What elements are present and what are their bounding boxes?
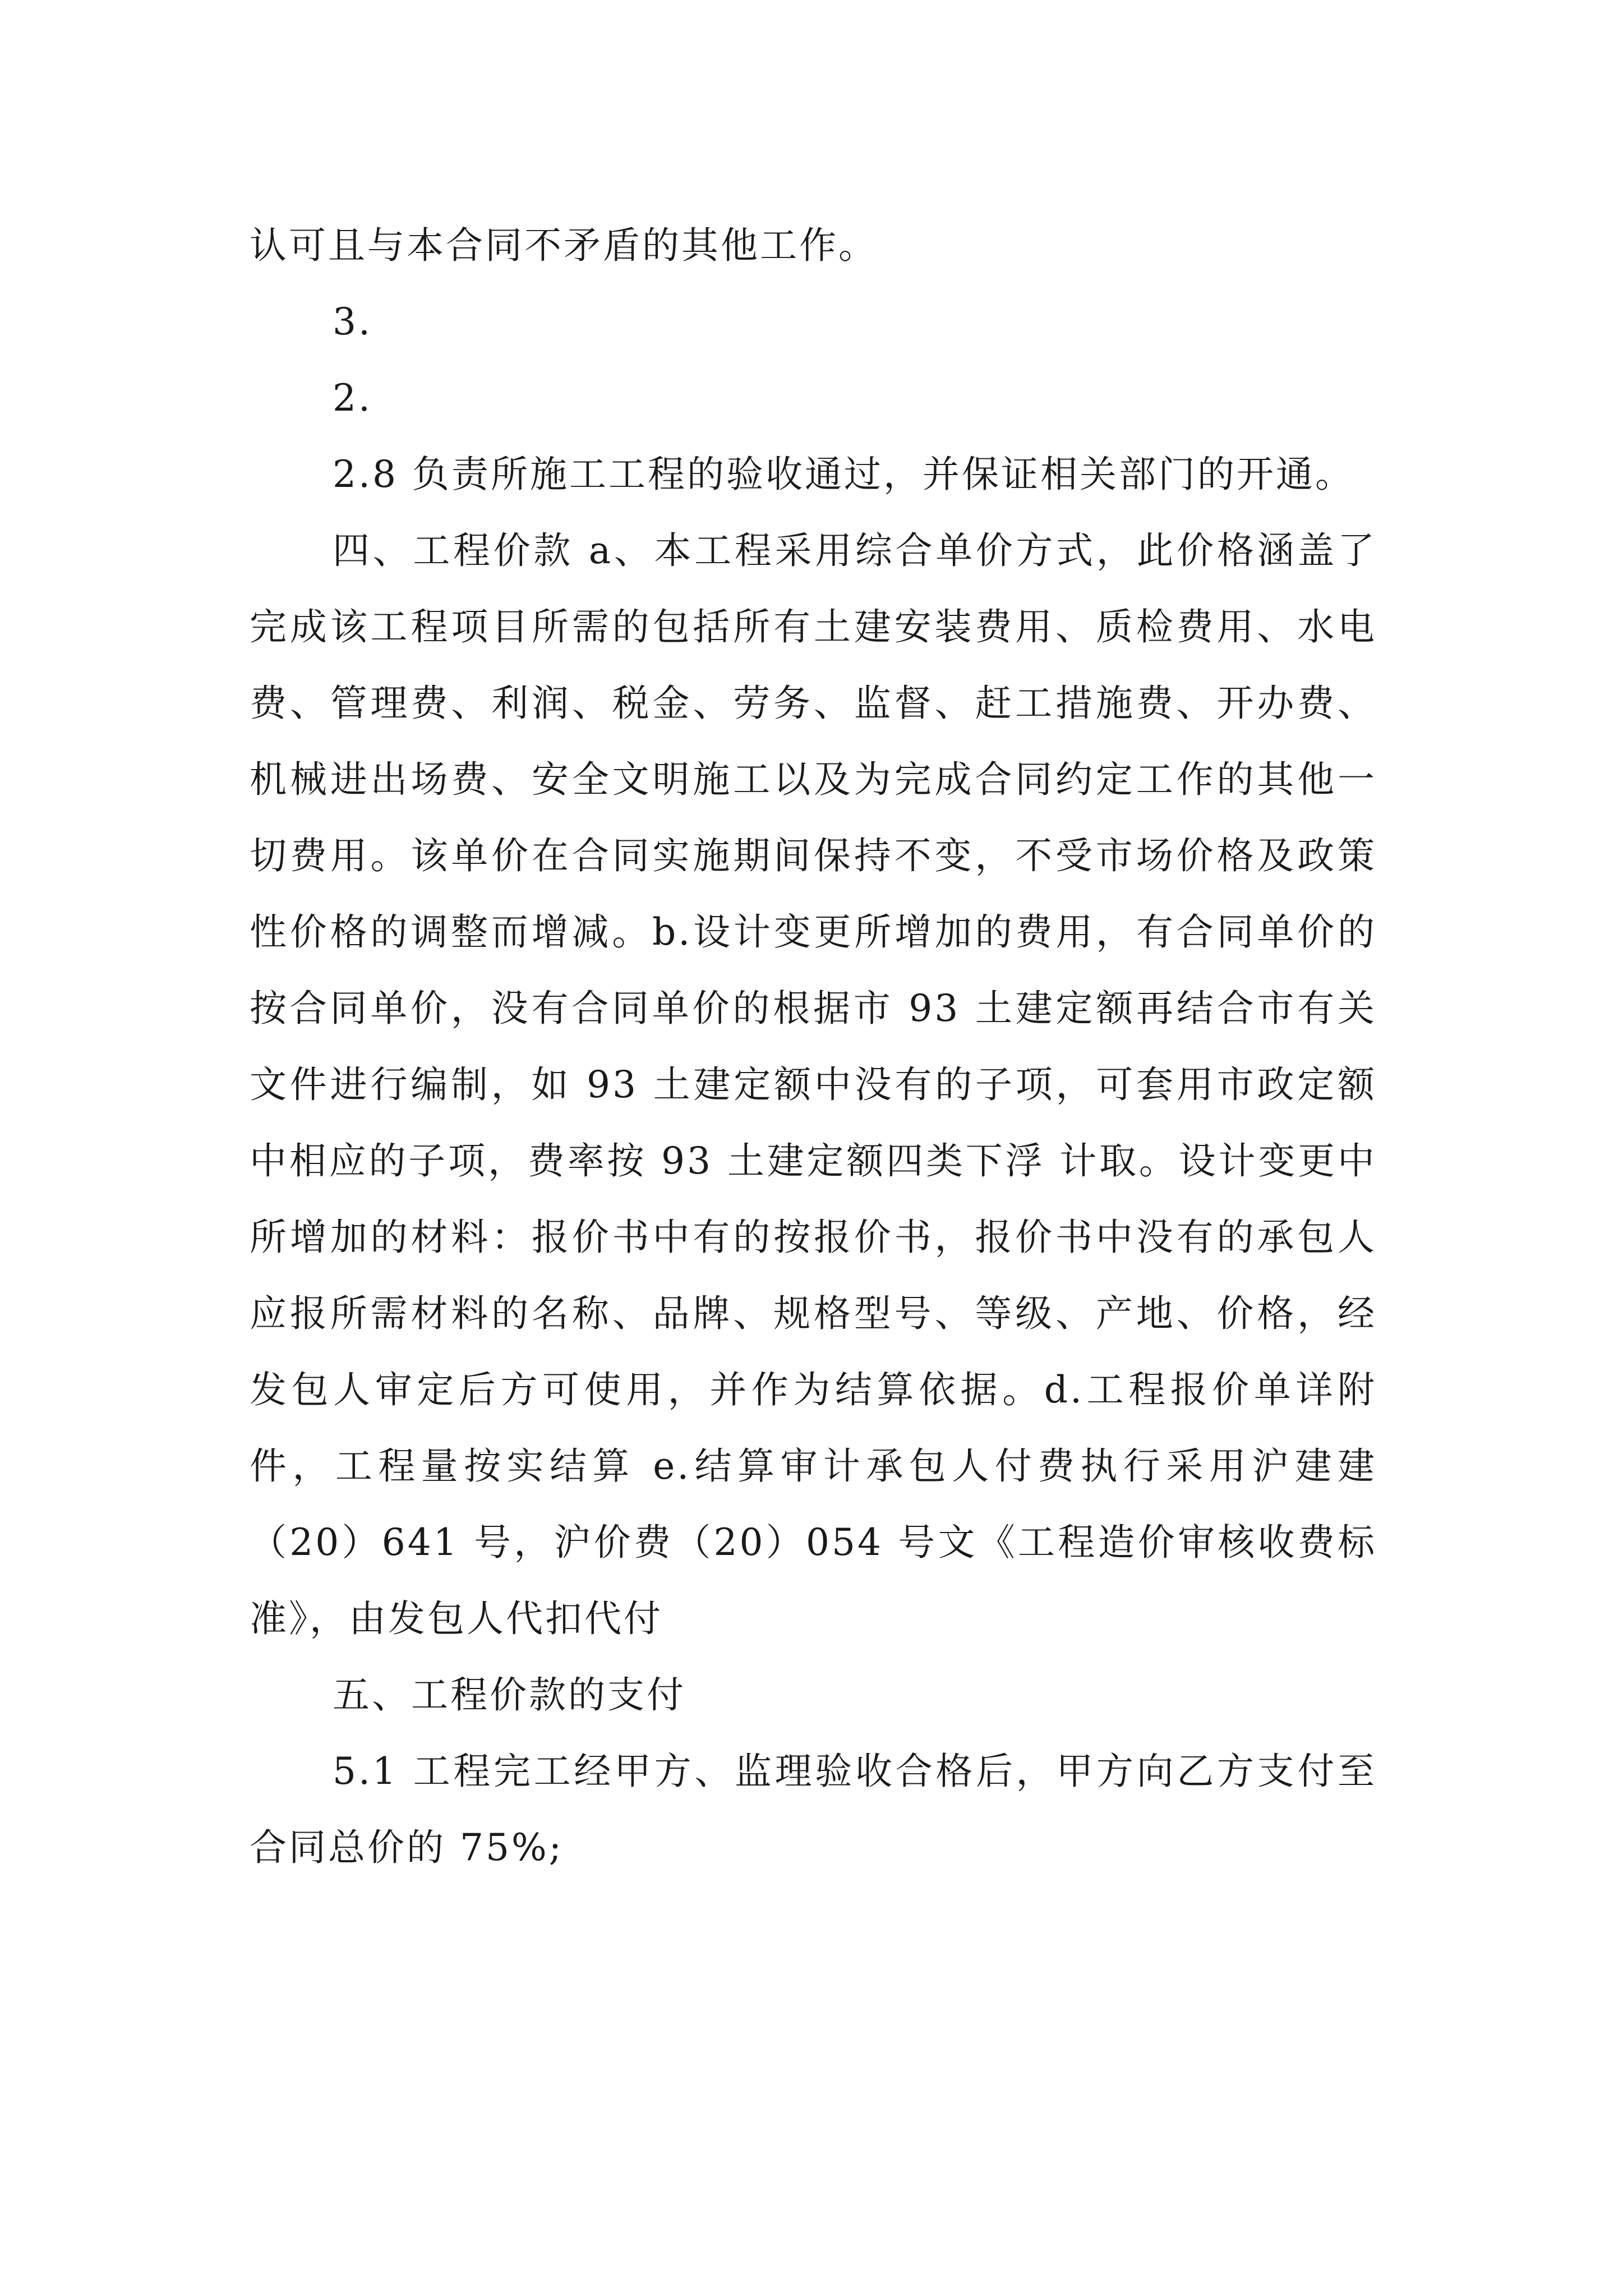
paragraph-section-4-price: 四、工程价款 a、本工程采用综合单价方式，此价格涵盖了完成该工程项目所需的包括所有土建安装费用、质检费用、水电费、管理费、利润、税金、劳务、监督、赶工措施费、开办费、机械进出场费、安全文明施工以及为完成合同约定工作的其他一切费用。该单价在合同实施期间保持不变，不受市场价格及政策性价格的调整而增减。b.设计变更所增加的费用，有合同单价的按合同单价，没有合同单价的根据市 93 土建定额再结合市有关文件进行编制，如 93 土建定额中没有的子项，可套用市政定额中相应的子项，费率按 93 土建定额四类下浮 计取。设计变更中所增加的材料：报价书中有的按报价书，报价书中没有的承包人应报所需材料的名称、品牌、规格型号、等级、产地、价格，经发包人审定后方可使用，并作为结算依据。d.工程报价单详附件，工程量按实结算 e.结算审计承包人付费执行采用沪建建（20）641 号，沪价费（20）054 号文《工程造价审核收费标准》，由发包人代扣代付 (250, 529, 1377, 1640)
document-body (250, 208, 1377, 1886)
paragraph-clause-2-8: 2.8 负责所施工工程的验收通过，并保证相关部门的开通。 (333, 453, 1354, 496)
paragraph-item-2: 2. (333, 376, 372, 420)
paragraph-continuation: 认可且与本合同不矛盾的其他工作。 (250, 224, 878, 267)
paragraph-clause-5-1: 5.1 工程完工经甲方、监理验收合格后，甲方向乙方支付至合同总价的 75%; (250, 1750, 1377, 1869)
paragraph-item-3: 3. (333, 300, 372, 343)
section-heading-5-payment: 五、工程价款的支付 (333, 1673, 686, 1717)
